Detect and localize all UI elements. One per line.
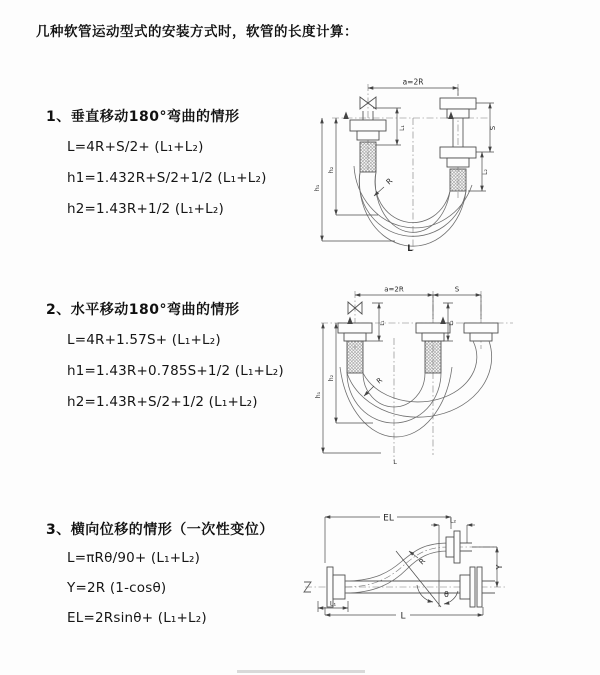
dim-label-l1: L₁ [380, 320, 386, 326]
level-arrow-left [343, 112, 349, 120]
dimensions [315, 286, 481, 467]
middle-pipe-assembly [416, 323, 450, 373]
dim-label-a2r: a=2R [384, 285, 404, 294]
section3-heading: 3、横向位移的情形（一次性变位） [46, 522, 274, 538]
dim-label-l2: L₂ [449, 320, 455, 326]
centerlines [321, 291, 513, 461]
section2-formula-L: L=4R+1.57S+ (L₁+L₂) [67, 332, 221, 348]
diagram-vertical-180-bend [310, 70, 530, 255]
dim-label-a2r: a=2R [402, 77, 424, 87]
level-arrow-middle [440, 317, 446, 325]
angle-label: θ [444, 590, 449, 599]
hose-braid-middle [425, 341, 441, 373]
dim-label-l2: L₂ [449, 516, 457, 525]
dim-label-l2: L₂ [482, 169, 489, 175]
radius-label: R [417, 556, 428, 567]
dim-label-l: L [393, 458, 397, 466]
dim-label-l: L [407, 244, 413, 254]
section1-formula-h1: h1=1.432R+S/2+1/2 (L₁+L₂) [67, 170, 267, 186]
page-title: 几种软管运动型式的安装方式时，软管的长度计算： [36, 24, 358, 40]
section3-formula-EL: EL=2Rsinθ+ (L₁+L₂) [67, 610, 207, 626]
section1-heading: 1、垂直移动180°弯曲的情形 [46, 109, 240, 125]
section2-heading: 2、水平移动180°弯曲的情形 [46, 302, 240, 318]
section2-formula-h2: h2=1.43R+S/2+1/2 (L₁+L₂) [67, 394, 258, 410]
section1-formula-h2: h2=1.43R+1/2 (L₁+L₂) [67, 201, 224, 217]
dim-label-h2: h₂ [327, 166, 335, 174]
radius-label: R [384, 176, 395, 187]
section1-formula-L: L=4R+S/2+ (L₁+L₂) [67, 139, 204, 155]
valve-icon [348, 302, 362, 314]
dim-label-h1: h₁ [315, 391, 322, 399]
dimensions [318, 514, 504, 622]
section3-formula-L: L=πRθ/90+ (L₁+L₂) [67, 550, 201, 566]
section2-formula-h1: h1=1.43R+0.785S+1/2 (L₁+L₂) [67, 363, 284, 379]
dim-label-el: EL [383, 513, 394, 524]
dim-label-l1: L₁ [399, 125, 406, 131]
radius-label: R [375, 376, 385, 386]
dim-label-l1: L₁ [329, 599, 337, 608]
right-pipe-assembly [464, 323, 498, 341]
hose-braid-right [450, 169, 466, 191]
hose-braid-left [347, 341, 363, 373]
diagram-horizontal-180-bend [315, 283, 525, 473]
hose-braid-left [360, 142, 376, 172]
dim-label-l: L [400, 611, 406, 622]
left-pipe-assembly [338, 323, 372, 373]
level-arrow-left [347, 317, 353, 325]
dim-label-y: Y [495, 564, 504, 570]
diagram-lateral-displacement [300, 505, 565, 645]
dim-label-s: S [489, 125, 497, 131]
dim-label-s: S [454, 285, 460, 294]
dim-label-h1: h₁ [313, 184, 321, 192]
scan-edge-artifact [237, 670, 365, 673]
section3-formula-Y: Y=2R (1-cosθ) [67, 580, 167, 596]
dim-label-h2: h₂ [328, 374, 335, 382]
